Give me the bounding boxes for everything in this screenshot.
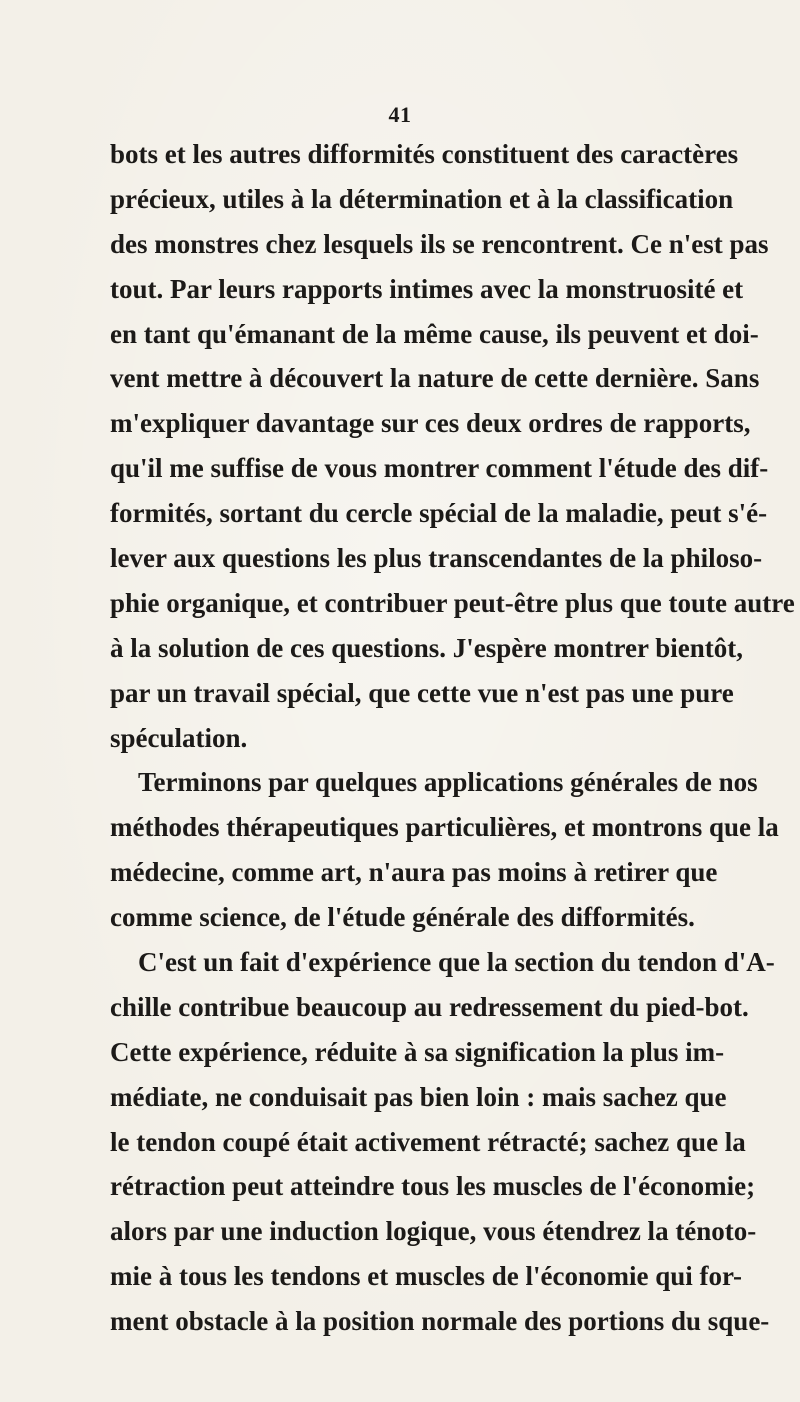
text-line: méthodes thérapeutiques particulières, et montrons que la [110, 812, 779, 843]
text-line: médiate, ne conduisait pas bien loin : mais sachez que [110, 1081, 727, 1112]
text-line: précieux, utiles à la détermination et à la classification [110, 183, 734, 214]
text-line: vent mettre à découvert la nature de cette dernière. Sans [110, 363, 760, 394]
text-line: par un travail spécial, que cette vue n'est pas une pure [110, 677, 734, 708]
text-line: rétraction peut atteindre tous les muscles de l'économie; [110, 1171, 756, 1202]
text-line: à la solution de ces questions. J'espère montrer bientôt, [110, 632, 743, 663]
text-line: ment obstacle à la position normale des portions du sque- [110, 1306, 770, 1337]
text-line: bots et les autres difformités constituent des caractères [110, 139, 739, 169]
text-line: formités, sortant du cercle spécial de la maladie, peut s'é- [110, 498, 768, 529]
text-line: Cette expérience, réduite à sa signification la plus im- [110, 1036, 725, 1067]
text-line: qu'il me suffise de vous montrer comment l'étude des dif- [110, 453, 769, 484]
text-line: le tendon coupé était activement rétracté; sachez que la [110, 1126, 746, 1157]
text-line: des monstres chez lesquels ils se rencontrent. Ce n'est pas [110, 228, 769, 259]
text-line: médecine, comme art, n'aura pas moins à retirer que [110, 857, 718, 888]
text-line: en tant qu'émanant de la même cause, ils peuvent et doi- [110, 318, 759, 349]
text-line: C'est un fait d'expérience que la section du tendon d'A- [138, 947, 775, 978]
text-line: m'expliquer davantage sur ces deux ordres de rapports, [110, 408, 751, 439]
body-text [110, 132, 795, 1344]
text-line: mie à tous les tendons et muscles de l'économie qui for- [110, 1261, 742, 1292]
text-line: alors par une induction logique, vous étendrez la ténoto- [110, 1216, 757, 1247]
text-line: spéculation. [110, 722, 248, 753]
page-number: 41 [388, 102, 412, 127]
text-line: comme science, de l'étude générale des difformités. [110, 902, 695, 933]
text-line: phie organique, et contribuer peut-être plus que toute autre [110, 587, 795, 618]
text-line: lever aux questions les plus transcendantes de la philoso- [110, 543, 763, 574]
text-line: Terminons par quelques applications générales de nos [138, 767, 758, 798]
text-line: chille contribue beaucoup au redressement du pied-bot. [110, 991, 749, 1022]
text-line: tout. Par leurs rapports intimes avec la monstruosité et [110, 273, 744, 304]
